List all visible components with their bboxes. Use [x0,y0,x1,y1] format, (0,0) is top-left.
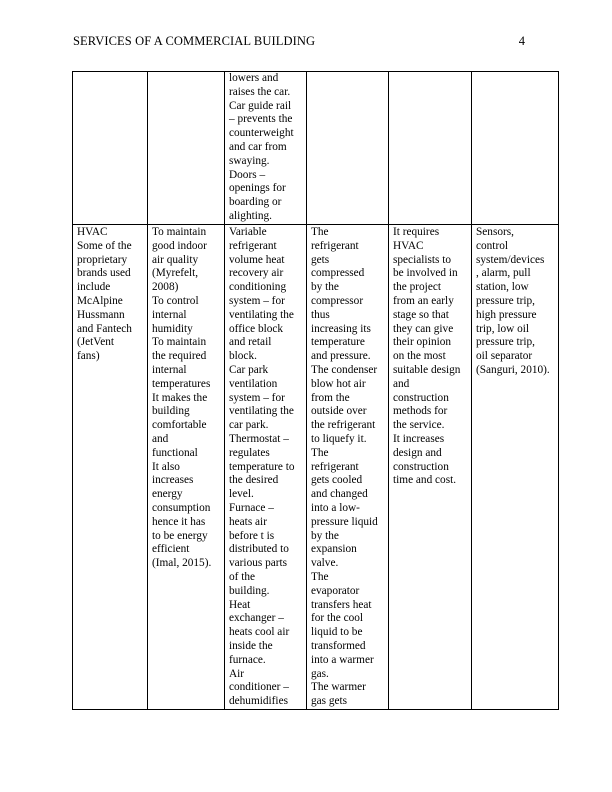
table-cell [148,72,225,225]
cell-text-line: the service. [393,419,445,432]
cell-text-line: to be energy [152,529,208,542]
cell-text-line: efficient [152,543,190,556]
cell-text-line: control [476,239,508,252]
table-cell [73,225,148,710]
cell-text-line: transformed [311,639,366,652]
cell-text-line: distributed to [229,543,289,556]
cell-text-line: refrigerant [311,460,359,473]
cell-text-line: evaporator [311,584,360,597]
cell-text-line: be involved in [393,267,458,280]
cell-text-line: Doors – [229,168,266,181]
cell-text-line: HVAC [77,226,108,238]
cell-text-line: temperatures [152,377,211,390]
cell-text-line: McAlpine [77,294,123,307]
table-cell [73,72,148,225]
table-cell [225,72,307,225]
cell-text-line: ventilation [229,377,278,390]
cell-text-line: level. [229,488,254,501]
cell-text-line: regulates [229,446,270,459]
table-row [73,225,559,710]
cell-text-line: Heat [229,598,251,611]
cell-text-line: Furnace – [229,501,274,514]
table-cell [389,72,472,225]
cell-text-line: The [311,570,329,583]
cell-text-line: block. [229,350,257,363]
table-cell [148,225,225,710]
cell-text-line: construction [393,460,449,473]
cell-text-line: building [152,405,190,418]
cell-text-line: furnace. [229,653,266,666]
cell-text-line: gas gets [311,695,348,708]
table-cell [307,72,389,225]
cell-text-line: methods for [393,405,448,418]
cell-text-line: suitable design [393,363,461,376]
cell-text-line: for the cool [311,612,364,625]
cell-text-line: and car from [229,140,287,153]
cell-text-line: inside the [229,639,273,652]
cell-text-line: (Imal, 2015). [152,557,212,570]
cell-text-line: system – for [229,294,285,307]
cell-text-line: dehumidifies [229,695,288,708]
cell-text-line: To maintain [152,226,207,238]
cell-text-line: they can give [393,322,454,335]
cell-text-line: lowers and [229,72,279,84]
cell-text-line: blow hot air [311,377,366,390]
cell-text-line: hence it has [152,515,206,528]
cell-text-line: gets cooled [311,474,363,487]
cell-text-line: ventilating the [229,308,294,321]
cell-text-line: The warmer [311,681,366,694]
cell-text-line: outside over [311,405,367,418]
cell-text-line: Some of the [77,239,132,252]
cell-text-line: Variable [229,226,267,238]
cell-text-line: Car guide rail [229,99,292,112]
cell-text-line: specialists to [393,253,452,266]
cell-text-line: include [77,281,111,294]
cell-text-line: The condenser [311,363,378,376]
cell-text-line: system/devices [476,253,545,266]
cell-text-line: station, low [476,281,529,294]
cell-text-line: construction [393,391,449,404]
cell-text-line: and changed [311,488,368,501]
cell-text-line: by the [311,529,339,542]
cell-text-line: of the [229,570,256,583]
cell-text-line: ventilating the [229,405,294,418]
cell-text-line: from the [311,391,350,404]
cell-text-line: the project [393,281,441,294]
cell-text-line: brands used [77,267,131,280]
cell-text-line: conditioner – [229,681,289,694]
cell-text-line: gets [311,253,330,266]
cell-text-line: 2008) [152,281,179,294]
cell-text-line: on the most [393,350,446,363]
cell-text-line: It also [152,460,180,473]
cell-text-line: and Fantech [77,322,132,335]
cell-text-line: Thermostat – [229,432,289,445]
cell-text-line: It makes the [152,391,208,404]
cell-text-line: from an early [393,294,454,307]
cell-text-line: before t is [229,529,275,542]
cell-text-line: counterweight [229,127,294,140]
cell-text-line: design and [393,446,442,459]
cell-text-line: It requires [393,226,440,238]
cell-text-line: liquid to be [311,626,363,639]
cell-text-line: internal [152,308,187,321]
cell-text-line: their opinion [393,336,452,349]
cell-text-line: system – for [229,391,285,404]
table-cell [472,72,559,225]
cell-text-line: consumption [152,501,211,514]
cell-text-line: – prevents the [229,113,293,126]
cell-text-line: heats air [229,515,267,528]
services-table [72,71,559,710]
cell-text-line: The [311,226,329,238]
cell-text-line: It increases [393,432,445,445]
cell-text-line: energy [152,488,183,501]
table-cell [472,225,559,710]
table-cell [225,225,307,710]
cell-text-line: recovery air [229,267,284,280]
cell-text-line: building. [229,584,270,597]
cell-text-line: trip, low oil [476,322,530,335]
cell-text-line: into a warmer [311,653,374,666]
cell-text-line: to liquefy it. [311,432,367,445]
cell-text-line: stage so that [393,308,449,321]
cell-text-line: boarding or [229,196,282,209]
page-header [73,34,525,52]
cell-text-line: Sensors, [476,226,514,238]
cell-text-line: humidity [152,322,193,335]
cell-text-line: alighting. [229,209,272,222]
cell-text-line: temperature to [229,460,295,473]
cell-text-line: proprietary [77,253,128,266]
cell-text-line: time and cost. [393,474,457,487]
cell-text-line: various parts [229,557,288,570]
cell-text-line: pressure trip, [476,294,535,307]
table-row [73,72,559,225]
cell-text-line: pressure liquid [311,515,378,528]
cell-text-line: Car park [229,363,269,376]
cell-text-line: openings for [229,182,286,195]
cell-text-line: functional [152,446,198,459]
cell-text-line: valve. [311,557,339,570]
cell-text-line: office block [229,322,284,335]
cell-text-line: comfortable [152,419,207,432]
page-number: 4 [518,34,525,48]
cell-text-line: exchanger – [229,612,284,625]
running-head-title: SERVICES OF A COMMERCIAL BUILDING [73,34,316,48]
cell-text-line: (Myrefelt, [152,267,199,280]
cell-text-line: and [393,377,410,390]
cell-text-line: raises the car. [229,85,291,98]
table-cell [389,225,472,710]
cell-text-line: conditioning [229,281,287,294]
cell-text-line: high pressure [476,308,537,321]
cell-text-line: the desired [229,474,279,487]
table-cell [307,225,389,710]
cell-text-line: the refrigerant [311,419,376,432]
cell-text-line: increases [152,474,194,487]
cell-text-line: expansion [311,543,357,556]
cell-text-line: Air [229,667,245,680]
cell-text-line: transfers heat [311,598,372,611]
cell-text-line: The [311,446,329,459]
cell-text-line: refrigerant [229,239,277,252]
cell-text-line: temperature [311,336,365,349]
cell-text-line: heats cool air [229,626,290,639]
cell-text-line: compressed [311,267,365,280]
cell-text-line: refrigerant [311,239,359,252]
cell-text-line: oil separator [476,350,533,363]
cell-text-line: the required [152,350,207,363]
cell-text-line: compressor [311,294,364,307]
cell-text-line: Hussmann [77,308,125,321]
cell-text-line: To maintain [152,336,207,349]
cell-text-line: car park. [229,419,269,432]
cell-text-line: HVAC [393,239,424,252]
cell-text-line: (Sanguri, 2010). [476,363,550,376]
cell-text-line: thus [311,308,330,321]
cell-text-line: into a low- [311,501,360,514]
cell-text-line: To control [152,294,199,307]
cell-text-line: by the [311,281,339,294]
cell-text-line: and retail [229,336,272,349]
cell-text-line: air quality [152,253,199,266]
cell-text-line: good indoor [152,239,207,252]
cell-text-line: pressure trip, [476,336,535,349]
cell-text-line: increasing its [311,322,371,335]
cell-text-line: internal [152,363,187,376]
cell-text-line: gas. [311,667,329,680]
cell-text-line: and pressure. [311,350,371,363]
cell-text-line: fans) [77,350,100,363]
cell-text-line: volume heat [229,253,285,266]
cell-text-line: swaying. [229,154,270,167]
cell-text-line: , alarm, pull [476,267,531,280]
cell-text-line: (JetVent [77,336,115,349]
cell-text-line: and [152,432,169,445]
